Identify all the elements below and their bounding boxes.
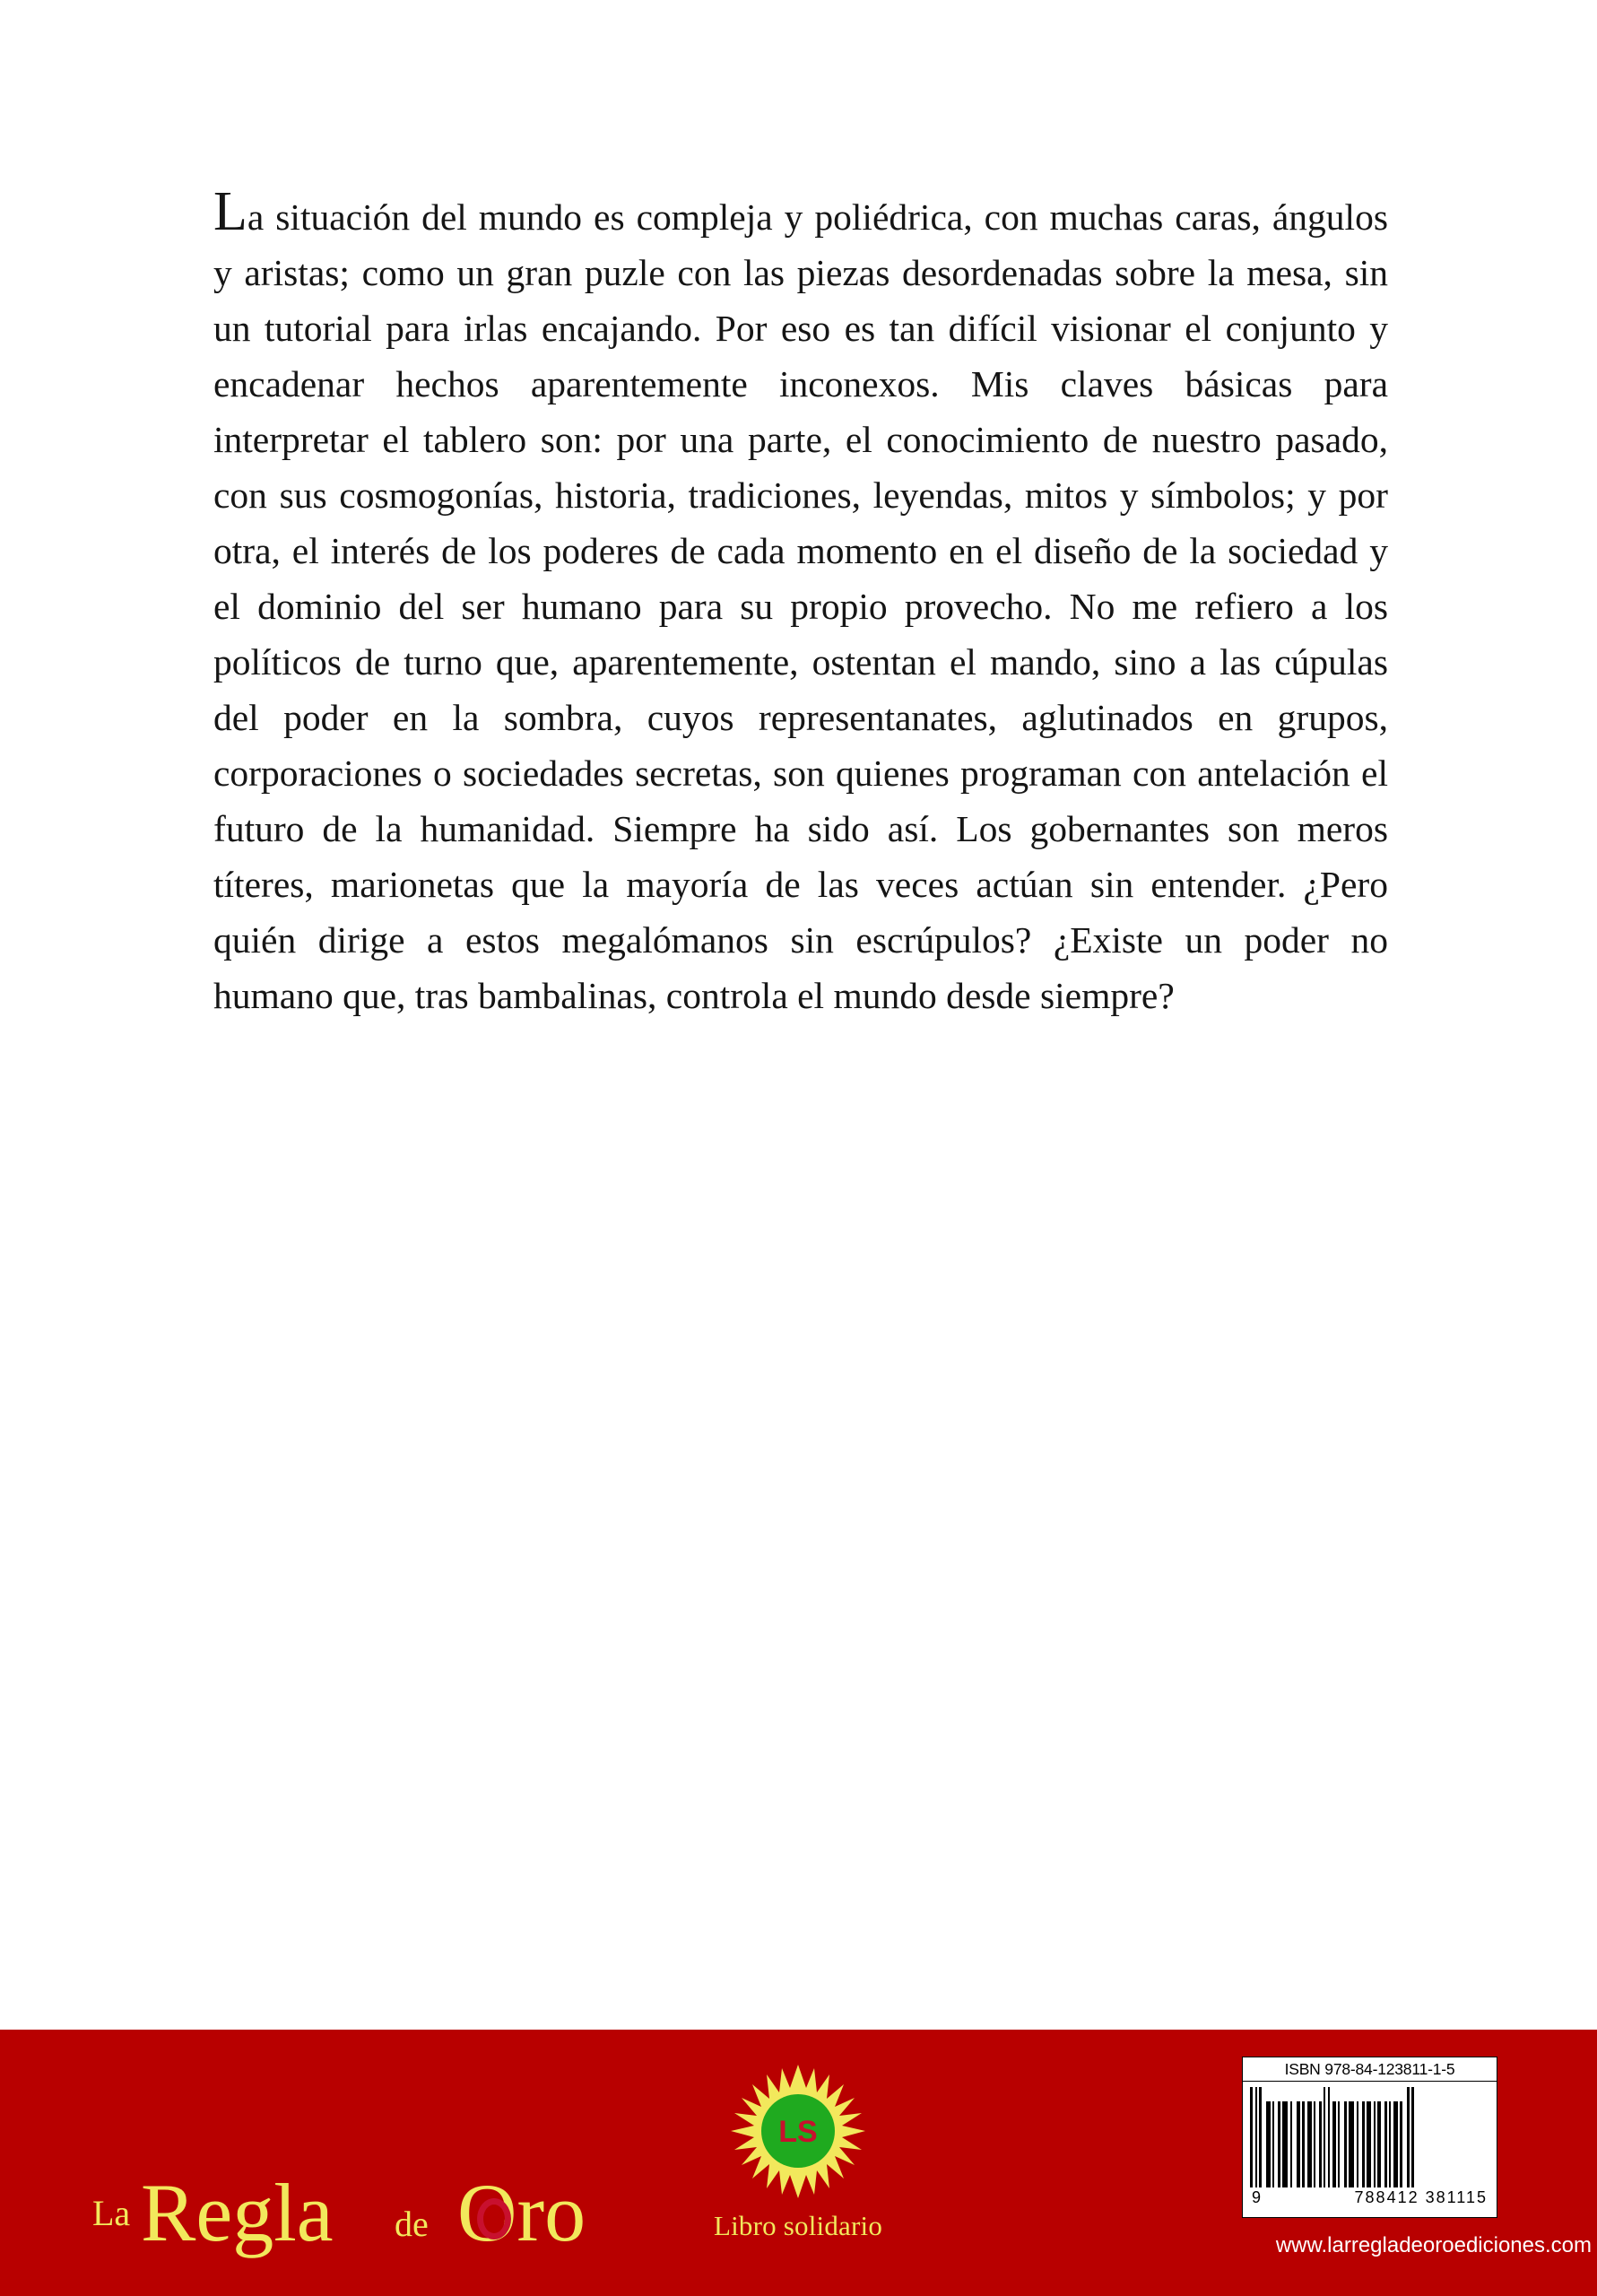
publisher-logo-de: de	[395, 2204, 429, 2244]
publisher-logo-la: La	[92, 2193, 131, 2233]
ring-icon	[477, 2198, 511, 2239]
isbn-barcode-block	[1242, 2057, 1497, 2218]
barcode-digit-main: 788412 381115	[1354, 2188, 1488, 2206]
back-cover-blurb	[213, 181, 1388, 1023]
barcode-bars	[1250, 2087, 1489, 2187]
publisher-logo	[85, 2167, 586, 2278]
barcode-digit-prefix: 9	[1252, 2188, 1263, 2206]
publisher-logo-oro: Oro	[457, 2167, 586, 2258]
drop-cap: L	[213, 181, 247, 242]
publisher-website[interactable]: www.larregladeoroediciones.com	[1275, 2233, 1592, 2257]
barcode-digits	[1250, 2188, 1489, 2207]
libro-solidario-mark	[690, 2063, 906, 2242]
sun-icon	[728, 2063, 868, 2203]
libro-solidario-label: Libro solidario	[713, 2210, 883, 2241]
publisher-logo-regla: Regla	[141, 2167, 334, 2258]
svg-text:LS: LS	[778, 2115, 818, 2149]
blurb-text: a situación del mundo es compleja y poliédrica, con muchas caras, ángulos y aristas; como un gran puzle con las piezas desordenadas sobre la mesa, sin un tutorial para irlas encajando. Por eso es tan difícil visionar el conjunto y encadenar hechos aparentemente inconexos. Mis claves básicas para interpretar el tablero son: por una parte, el conocimiento de nuestro pasado, con sus cosmogonías, historia, tradiciones, leyendas, mitos y símbolos; y por otra, el interés de los poderes de cada momento en el diseño de la sociedad y el dominio del ser humano para su propio provecho. No me refiero a los políticos de turno que, aparentemente, ostentan el mando, sino a las cúpulas del poder en la sombra, cuyos representanates, aglutinados en grupos, corporaciones o sociedades secretas, son quienes programan con antelación el futuro de la humanidad. Siempre ha sido así. Los gobernantes son meros títeres, marionetas que la mayoría de las veces actúan sin entender. ¿Pero quién dirige a estos megalómanos sin escrúpulos? ¿Existe un poder no humano que, tras bambalinas, controla el mundo desde siempre?	[213, 196, 1388, 1016]
barcode-image	[1242, 2082, 1497, 2218]
isbn-label: ISBN 978-84-123811-1-5	[1242, 2057, 1497, 2082]
